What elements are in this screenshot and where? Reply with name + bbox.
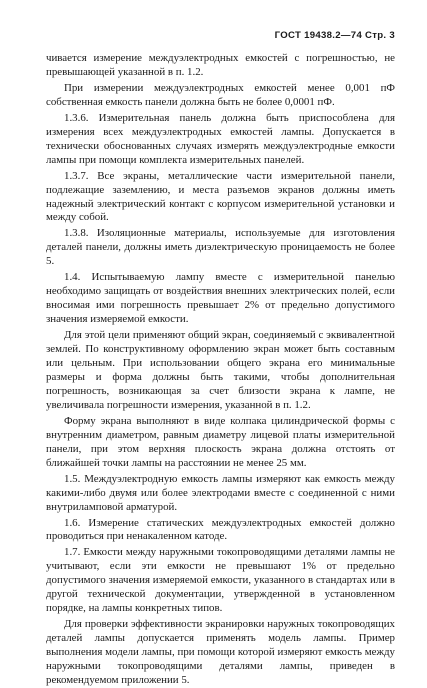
paragraph-lamp-model: Для проверки эффективности экранировки наружных токопроводящих деталей лампы допускается применять модель лампы. Пример выполнения модели лампы, при помощи которой измеряют емкость между наружными токопроводящими деталями лампы, приведен в рекомендуемом приложении 5. [46, 618, 395, 686]
paragraph-capacitance-note: При измерении междуэлектродных емкостей менее 0,001 пФ собственная емкость панели должна быть не более 0,0001 пФ. [46, 81, 395, 108]
paragraph-1-3-7: 1.3.7. Все экраны, металлические части измерительной панели, подлежащие заземлению, и места разъемов экранов должны иметь надежный электрический контакт с корпусом измерительной установки и между собой. [46, 169, 395, 224]
paragraph-1-4: 1.4. Испытываемую лампу вместе с измерительной панелью необходимо защищать от воздействия внешних электрических полей, если вносимая ими погрешность превышает 2% от предельно допустимого значения измеряемой емкости. [46, 271, 395, 326]
paragraph-screen-shape: Форму экрана выполняют в виде колпака цилиндрической формы с внутренним диаметром, равным диаметру лицевой платы измерительной панели, при этом верхняя плоскость экрана должна отстоять от ближайшей точки лампы на расстоянии не менее 25 мм. [46, 414, 395, 469]
paragraph-continuation: чивается измерение междуэлектродных емкостей с погрешностью, не превышающей указанной в п. 1.2. [46, 52, 395, 78]
document-body [46, 52, 395, 688]
paragraph-1-3-6: 1.3.6. Измерительная панель должна быть приспособлена для измерения всех междуэлектродных емкостей лампы. Допускается в технически обоснованных случаях измерять междуэлектродные емкости лампы при помощи комплекта измерительных панелей. [46, 111, 395, 166]
paragraph-common-screen: Для этой цели применяют общий экран, соединяемый с эквивалентной землей. По конструктивному оформлению экран может быть составным или цельным. При использовании общего экрана его минимальные размеры и форма должны быть такими, чтобы дополнительная погрешность, возникающая за счет близости экрана к лампе, не увеличивала погрешности измерения, указанной в п. 1.2. [46, 329, 395, 411]
page-header: ГОСТ 19438.2—74 Стр. 3 [274, 30, 395, 41]
paragraph-1-3-8: 1.3.8. Изоляционные материалы, используемые для изготовления деталей панели, должны иметь диэлектрическую проницаемость не более 5. [46, 227, 395, 268]
paragraph-1-7: 1.7. Емкости между наружными токопроводящими деталями лампы не учитывают, если эти емкости не превышают 1% от предельно допустимого значения измеряемой емкости, указанного в стандартах или в другой технической документации, утвержденной в установленном порядке, на лампы конкретных типов. [46, 546, 395, 615]
paragraph-1-5: 1.5. Междуэлектродную емкость лампы измеряют как емкость между какими-либо двумя или более электродами вместе с соединенной с ними внутриламповой арматурой. [46, 472, 395, 513]
paragraph-1-6: 1.6. Измерение статических междуэлектродных емкостей должно проводиться при ненакаленном катоде. [46, 516, 395, 543]
